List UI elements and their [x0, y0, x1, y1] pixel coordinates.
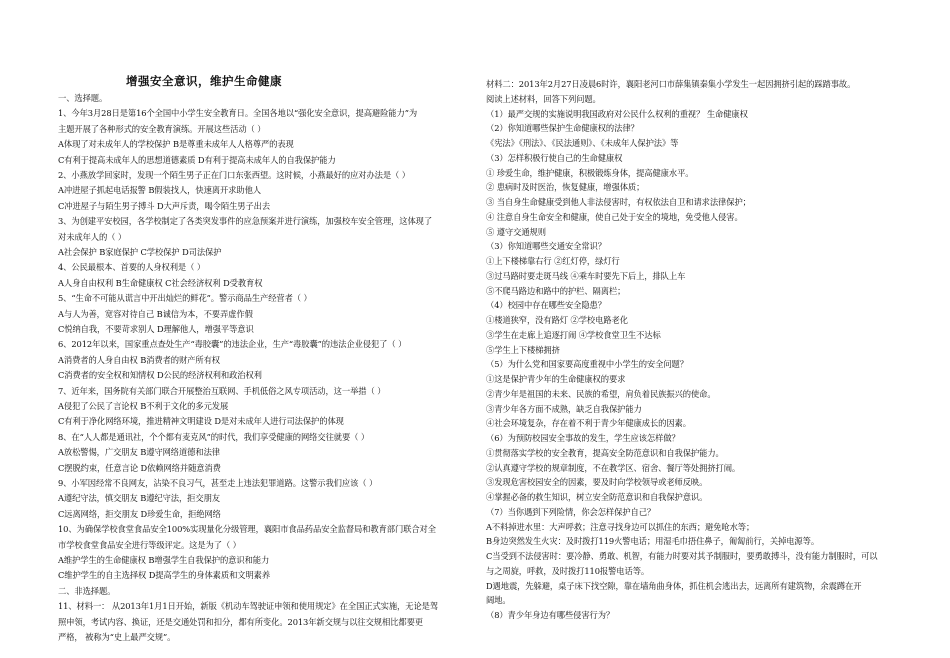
text-line: C摆脱约束，任意言论 D依赖网络并随意消费 [58, 462, 221, 473]
text-line: A放松警惕，广交朋友 B遵守网络道德和法律 [58, 447, 220, 458]
text-line: 2、小燕放学回家时，发现一个陌生男子正在门口东张西望。这时候，小燕最好的应对办法是（ ） [58, 170, 410, 180]
text-line: ④ 注意自身生命安全和健康，使自己处于安全的境地，免受他人侵害。 [486, 211, 743, 222]
text-line: A维护学生的生命健康权 B增强学生自我保护的意识和能力 [58, 555, 270, 565]
text-line: 5、“生命不可能从谎言中开出灿烂的鲜花”。警示商品生产经营者（ ） [58, 293, 312, 304]
text-line: C当受到不法侵害时：要冷静、勇敢、机智，有能力时要对其予制服时，要勇敢搏斗，没有能力制服时，可以 [486, 551, 878, 561]
text-line: A与人为善，宽容对待自己 B诚信为本，不要弄虚作假 [58, 308, 253, 319]
text-line: A不料掉进水里：大声呼救；注意寻找身边可以抓住的东西；避免呛水等； [486, 521, 755, 532]
text-line: 1、今年3月28日是第16个全国中小学生安全教育日。全国各地以“强化安全意识，提高避险能力”为 [58, 108, 418, 119]
text-line: （6）为预防校园安全事故的发生，学生应该怎样做？ [486, 433, 680, 443]
text-line: ⑤ 遵守交通规则 [486, 226, 546, 237]
text-line: （4）校园中存在哪些安全隐患？ [486, 300, 606, 311]
text-line: A社会保护 B家庭保护 C学校保护 D司法保护 [58, 247, 222, 257]
text-line: （1）最严交规的实施说明我国政府对公民什么权利的重视？ 生命健康权 [486, 108, 748, 119]
text-line: 10、为确保学校食堂食品安全100%实现量化分级管理，襄阳市食品药品安全监督局和教育部门联合对全 [58, 524, 436, 535]
text-line: 8、在“人人都是通讯社，个个都有麦克风”的时代，我们享受健康的网络交往就要（ ） [58, 431, 370, 442]
text-line: ③学生在走廊上追逐打闹 ④学校食堂卫生不达标 [486, 329, 661, 340]
text-line: 《宪法》《刑法》、《民法通则》、《未成年人保护法》等 [486, 138, 679, 148]
text-line: ①这是保护青少年的生命健康权的要求 [486, 374, 626, 384]
text-line: 二、非选择题。 [58, 585, 116, 596]
text-line: （7）当你遇到下列险情，你会怎样保护自己？ [486, 506, 656, 517]
text-line: D遇地震，先躲避，桌子床下找空隙，靠在墙角曲身体，抓住机会逃出去，远离所有建筑物，余震蹲在开 [486, 580, 862, 591]
text-line: 阔地。 [486, 595, 511, 606]
text-line: 阅读上述材料，回答下列问题。 [486, 93, 601, 104]
text-line: ⑤学生上下楼梯拥挤 [486, 344, 560, 355]
text-line: 市学校食堂食品安全进行等级评定。这是为了（ ） [58, 539, 241, 550]
text-line: C维护学生的自主选择权 D提高学生的身体素质和文明素养 [58, 570, 271, 581]
text-line: ① 珍爱生命，维护健康，积极锻炼身体，提高健康水平。 [486, 167, 694, 178]
text-line: 主题开展了各种形式的安全教育演练。开展这些活动（ ） [58, 123, 266, 134]
text-line: C悦纳自我，不要苛求别人 D理解他人，增强平等意识 [58, 324, 254, 334]
text-line: A体现了对未成年人的学校保护 B是尊重未成年人人格尊严的表现 [58, 139, 294, 150]
text-line: 与之周旋，呼救，及时拨打110报警电话等。 [486, 565, 650, 576]
text-line: ④掌握必备的救生知识，树立安全防范意识和自我保护意识。 [486, 492, 708, 502]
text-line: ①楼道狭窄，没有路灯 ②学校电路老化 [486, 315, 628, 325]
text-line: （2）你知道哪些保护生命健康权的法律？ [486, 123, 639, 134]
text-line: 6、2012年以来，国家重点查处生产“毒胶囊”的违法企业，生产“毒胶囊”的违法企业侵犯了（ ） [58, 339, 407, 350]
text-line: C有利于净化网络环境，推进精神文明建设 D是对未成年人进行司法保护的体现 [58, 416, 344, 427]
text-line: （8）青少年身边有哪些侵害行为？ [486, 610, 615, 620]
text-line: ③青少年各方面不成熟，缺乏自我保护能力 [486, 403, 642, 414]
text-line: 照申领，考试内容、换证，还是交通处罚和扣分，都有所变化。2013年新交规与以往交规相比都要更 [58, 616, 423, 627]
text-line: C远离网络，拒交朋友 D珍爱生命，拒绝网络 [58, 508, 221, 519]
text-line: 材料二：2013年2月27日凌晨6时许，襄阳老河口市薛集镇秦集小学发生一起因拥挤引起的踩踏事故。 [486, 79, 856, 89]
text-line: 4、公民最根本、首要的人身权利是（ ） [58, 262, 206, 273]
text-line: C有利于提高未成年人的思想道德素质 D有利于提高未成年人的自我保护能力 [58, 154, 336, 165]
text-line: ⑤不爬马路边和路中的护栏、隔离栏； [486, 285, 626, 296]
text-line: ③过马路时要走斑马线 ④乘车时要先下后上，排队上车 [486, 270, 686, 281]
text-line: 一、选择题。 [58, 93, 108, 103]
text-line: ③发现危害校园安全的因素，要及时向学校领导或老师反映。 [486, 477, 708, 488]
text-line: （3）怎样积极行使自己的生命健康权 [486, 152, 623, 163]
text-line: 7、近年来，国务院有关部门联合开展整治互联网、手机低俗之风专项活动，这一举措（ ） [58, 385, 386, 396]
text-line: B身边突然发生火灾：及时拨打119火警电话；用湿毛巾捂住鼻子，匍匐前行，关掉电源等。 [486, 536, 820, 547]
page-title: 增强安全意识，维护生命健康 [126, 74, 282, 88]
text-line: ②青少年是祖国的未来、民族的希望，肩负着民族振兴的使命。 [486, 388, 716, 399]
text-line: 严格， 被称为“史上最严交规”。 [58, 632, 176, 642]
text-line: C消费者的安全权和知情权 D公民的经济权利和政治权利 [58, 370, 262, 381]
text-line: A消费者的人身自由权 B消费者的财产所有权 [58, 354, 220, 365]
text-line: A人身自由权利 B生命健康权 C社会经济权利 D受教育权 [58, 277, 263, 288]
text-line: （3）你知道哪些交通安全常识？ [486, 241, 606, 252]
text-line: 9、小军因经常不良网友，沾染不良习气，甚至走上违法犯罪道路。这警示我们应该（ ） [58, 478, 378, 488]
text-line: ④社会环境复杂，存在着不利于青少年健康成长的因素。 [486, 418, 691, 429]
text-line: A遵纪守法，慎交朋友 B遵纪守法，拒交朋友 [58, 493, 220, 504]
text-line: ①上下楼梯靠右行 ②红灯停，绿灯行 [486, 256, 620, 266]
text-line: A侵犯了公民了言论权 B不利于文化的多元发展 [58, 401, 229, 411]
text-line: C冲进屋子与陌生男子搏斗 D大声斥责，喝令陌生男子出去 [58, 200, 271, 211]
text-line: ②认真遵守学校的规章制度，不在教学区、宿舍、餐厅等处拥挤打闹。 [486, 462, 741, 473]
text-line: 对未成年人的（ ） [58, 231, 127, 242]
text-line: ② 患病时及时医治，恢复健康，增强体质； [486, 182, 645, 193]
text-line: A冲进屋子抓起电话报警 B假装找人，快速离开求助他人 [58, 185, 261, 196]
text-line: 3、为创建平安校园，各学校制定了各类突发事件的应急预案并进行演练，加强校车安全管理，这体现了 [58, 216, 433, 227]
text-line: 11、材料一： 从2013年1月1日开始，新版《机动车驾驶证申领和使用规定》在全国正式实施，无论是驾 [58, 601, 439, 612]
text-line: ③ 当自身生命健康受到他人非法侵害时，有权依法自卫和请求法律保护； [486, 197, 751, 207]
text-line: （5）为什么党和国家要高度重视中小学生的安全问题？ [486, 359, 688, 370]
text-line: ①贯彻落实学校的安全教育，提高安全防范意识和自我保护能力。 [486, 447, 724, 458]
